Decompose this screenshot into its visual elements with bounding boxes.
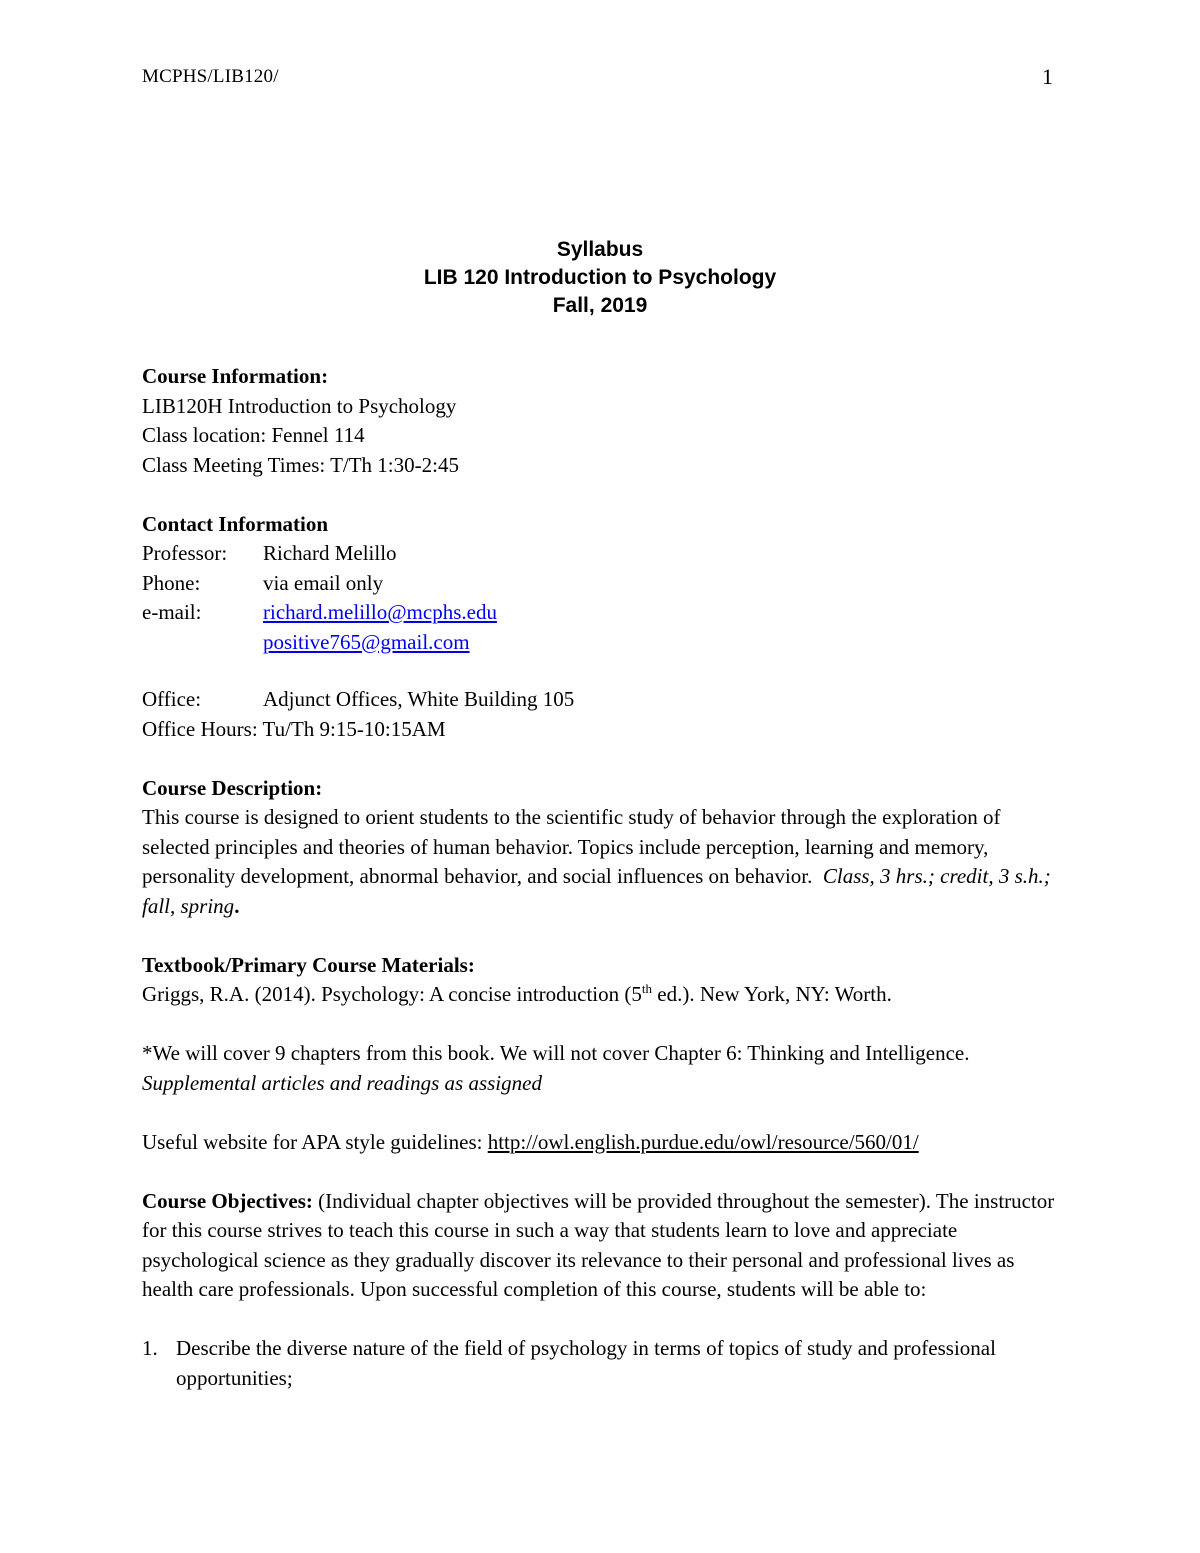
contact-information-heading: Contact Information (142, 511, 329, 536)
textbook-heading: Textbook/Primary Course Materials: (142, 952, 475, 977)
phone-label: Phone: (142, 570, 201, 595)
course-credits: Class, 3 hrs.; credit, 3 s.h.; fall, spring (142, 864, 1051, 918)
course-objectives-heading: Course Objectives: (142, 1188, 313, 1213)
email-label: e-mail: (142, 600, 202, 624)
professor-label: Professor: (142, 541, 228, 565)
course-info-line: Class Meeting Times: T/Th 1:30-2:45 (142, 452, 459, 477)
phone-value: via email only (263, 570, 384, 595)
note-italic: Supplemental articles and readings as assigned (142, 1070, 542, 1095)
apa-website-line (142, 1128, 1062, 1158)
page-number: 1 (1042, 64, 1053, 89)
list-item (142, 1334, 1062, 1393)
email-row-secondary (142, 628, 1062, 658)
list-item-number: 1. (142, 1336, 158, 1360)
apa-website-label: Useful website for APA style guidelines: (142, 1129, 488, 1154)
textbook-note (142, 1039, 1062, 1098)
email-row (142, 598, 1062, 628)
title-course: LIB 120 Introduction to Psychology (423, 266, 777, 289)
office-row (142, 685, 1062, 715)
running-head: MCPHS/LIB120/ (142, 66, 279, 87)
title-block (0, 236, 1200, 320)
citation-superscript: th (641, 981, 653, 996)
citation-text: Griggs, R.A. (2014). Psychology: A concise introduction (5 (142, 982, 642, 1006)
email-link-primary[interactable]: richard.melillo@mcphs.edu (263, 600, 497, 624)
apa-website-link[interactable]: http://owl.english.purdue.edu/owl/resource/560/01/ (487, 1129, 919, 1154)
course-information-heading: Course Information: (142, 364, 329, 388)
citation-text-end: ed.). New York, NY: Worth. (652, 982, 892, 1006)
document-body (142, 362, 1062, 1393)
course-info-line: LIB120H Introduction to Psychology (142, 393, 457, 418)
textbook-citation (142, 980, 1062, 1010)
course-description-heading: Course Description: (142, 775, 323, 800)
course-description-paragraph (142, 803, 1062, 921)
office-value: Adjunct Offices, White Building 105 (263, 687, 575, 711)
course-info-line: Class location: Fennel 114 (142, 423, 365, 447)
email-link-secondary[interactable]: positive765@gmail.com (263, 629, 470, 654)
note-text: *We will cover 9 chapters from this book. We will not cover Chapter 6: Thinking and Intelligence. (142, 1041, 970, 1065)
professor-value: Richard Melillo (263, 541, 397, 565)
office-hours: Office Hours: Tu/Th 9:15-10:15AM (142, 716, 446, 741)
title-term: Fall, 2019 (552, 294, 648, 317)
course-objectives-intro: (Individual chapter objectives will be provided throughout the semester). (312, 1188, 932, 1213)
course-description-end: . (234, 893, 240, 918)
course-objectives-text: The instructor for this course strives to teach this course in such a way that students learn to love and appreciate psychological science as they gradually discover its relevance to their personal and professional lives as health care professionals. Upon successful completion of this course, students will be able to: (142, 1188, 1055, 1301)
phone-row (142, 569, 1062, 599)
professor-row (142, 539, 1062, 569)
course-description-text: This course is designed to orient students to the scientific study of behavior through the exploration of selected principles and theories of human behavior. Topics include perception, learning and memory, personality development, abnormal behavior, and social influences on behavior. (142, 805, 1001, 888)
title-syllabus: Syllabus (556, 238, 644, 261)
course-objectives-paragraph (142, 1187, 1062, 1305)
list-item-text: Describe the diverse nature of the field of psychology in terms of topics of study and professional opportunities; (176, 1336, 996, 1390)
office-label: Office: (142, 687, 202, 711)
